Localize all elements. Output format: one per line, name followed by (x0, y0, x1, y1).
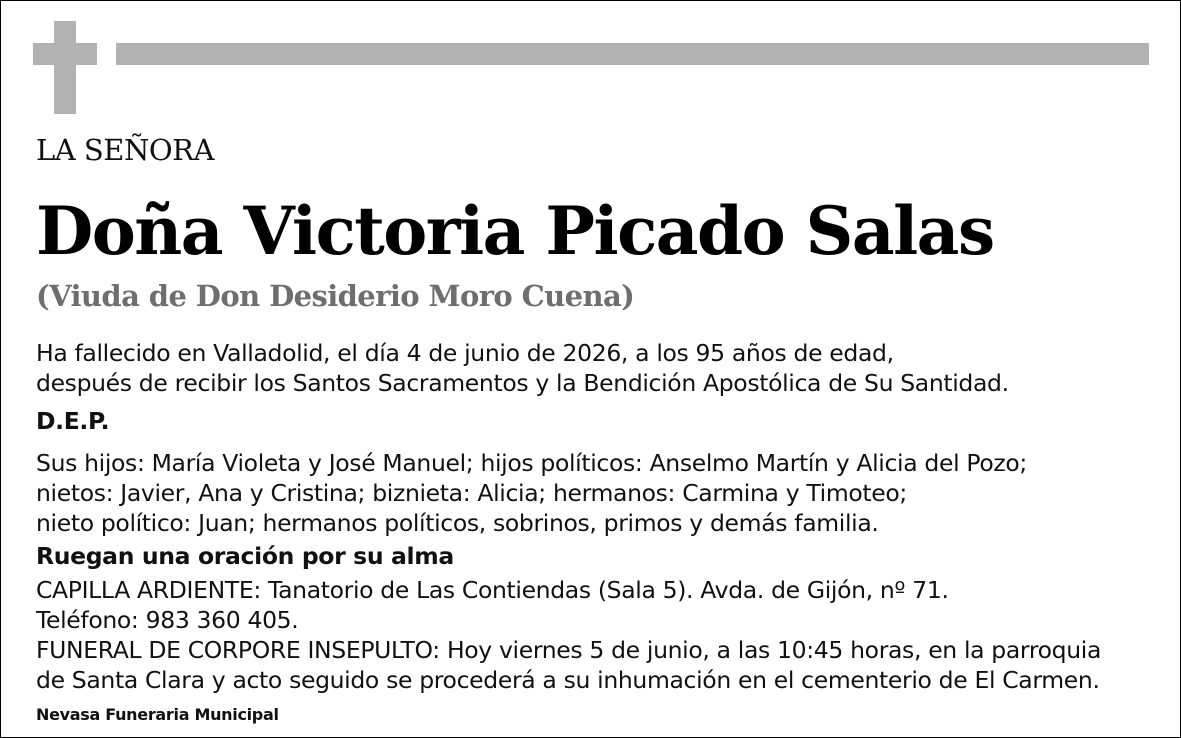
chapel-line-2: Teléfono: 983 360 405. (36, 606, 299, 634)
chapel-line-1: CAPILLA ARDIENTE: Tanatorio de Las Contiendas (Sala 5). Avda. de Gijón, nº 71. (36, 576, 949, 604)
family-line-2: nietos: Javier, Ana y Cristina; biznieta: Alicia; hermanos: Carmina y Timoteo; (36, 479, 907, 507)
cross-horizontal-beam (33, 43, 97, 65)
deceased-name: Doña Victoria Picado Salas (36, 192, 994, 270)
death-announcement (36, 338, 1009, 398)
service-details (36, 575, 1101, 695)
title-prefix: LA SEÑORA (36, 133, 214, 167)
death-line-2: después de recibir los Santos Sacramentos y la Bendición Apostólica de Su Santidad. (36, 369, 1009, 397)
death-line-1: Ha fallecido en Valladolid, el día 4 de junio de 2026, a los 95 años de edad, (36, 339, 894, 367)
header-bar (116, 43, 1149, 65)
cross-vertical-beam (54, 21, 76, 114)
family-line-1: Sus hijos: María Violeta y José Manuel; hijos políticos: Anselmo Martín y Alicia del Pozo; (36, 449, 1027, 477)
funeral-home-name: Nevasa Funeraria Municipal (36, 705, 279, 724)
funeral-line-2: de Santa Clara y acto seguido se procederá a su inhumación en el cementerio de El Carmen. (36, 666, 1100, 694)
widow-subtitle: (Viuda de Don Desiderio Moro Cuena) (36, 279, 635, 313)
dep-label: D.E.P. (36, 407, 110, 435)
family-list (36, 448, 1027, 538)
prayer-request: Ruegan una oración por su alma (36, 542, 454, 570)
family-line-3: nieto político: Juan; hermanos políticos, sobrinos, primos y demás familia. (36, 509, 879, 537)
funeral-line-1: FUNERAL DE CORPORE INSEPULTO: Hoy viernes 5 de junio, a las 10:45 horas, en la parroquia (36, 636, 1101, 664)
